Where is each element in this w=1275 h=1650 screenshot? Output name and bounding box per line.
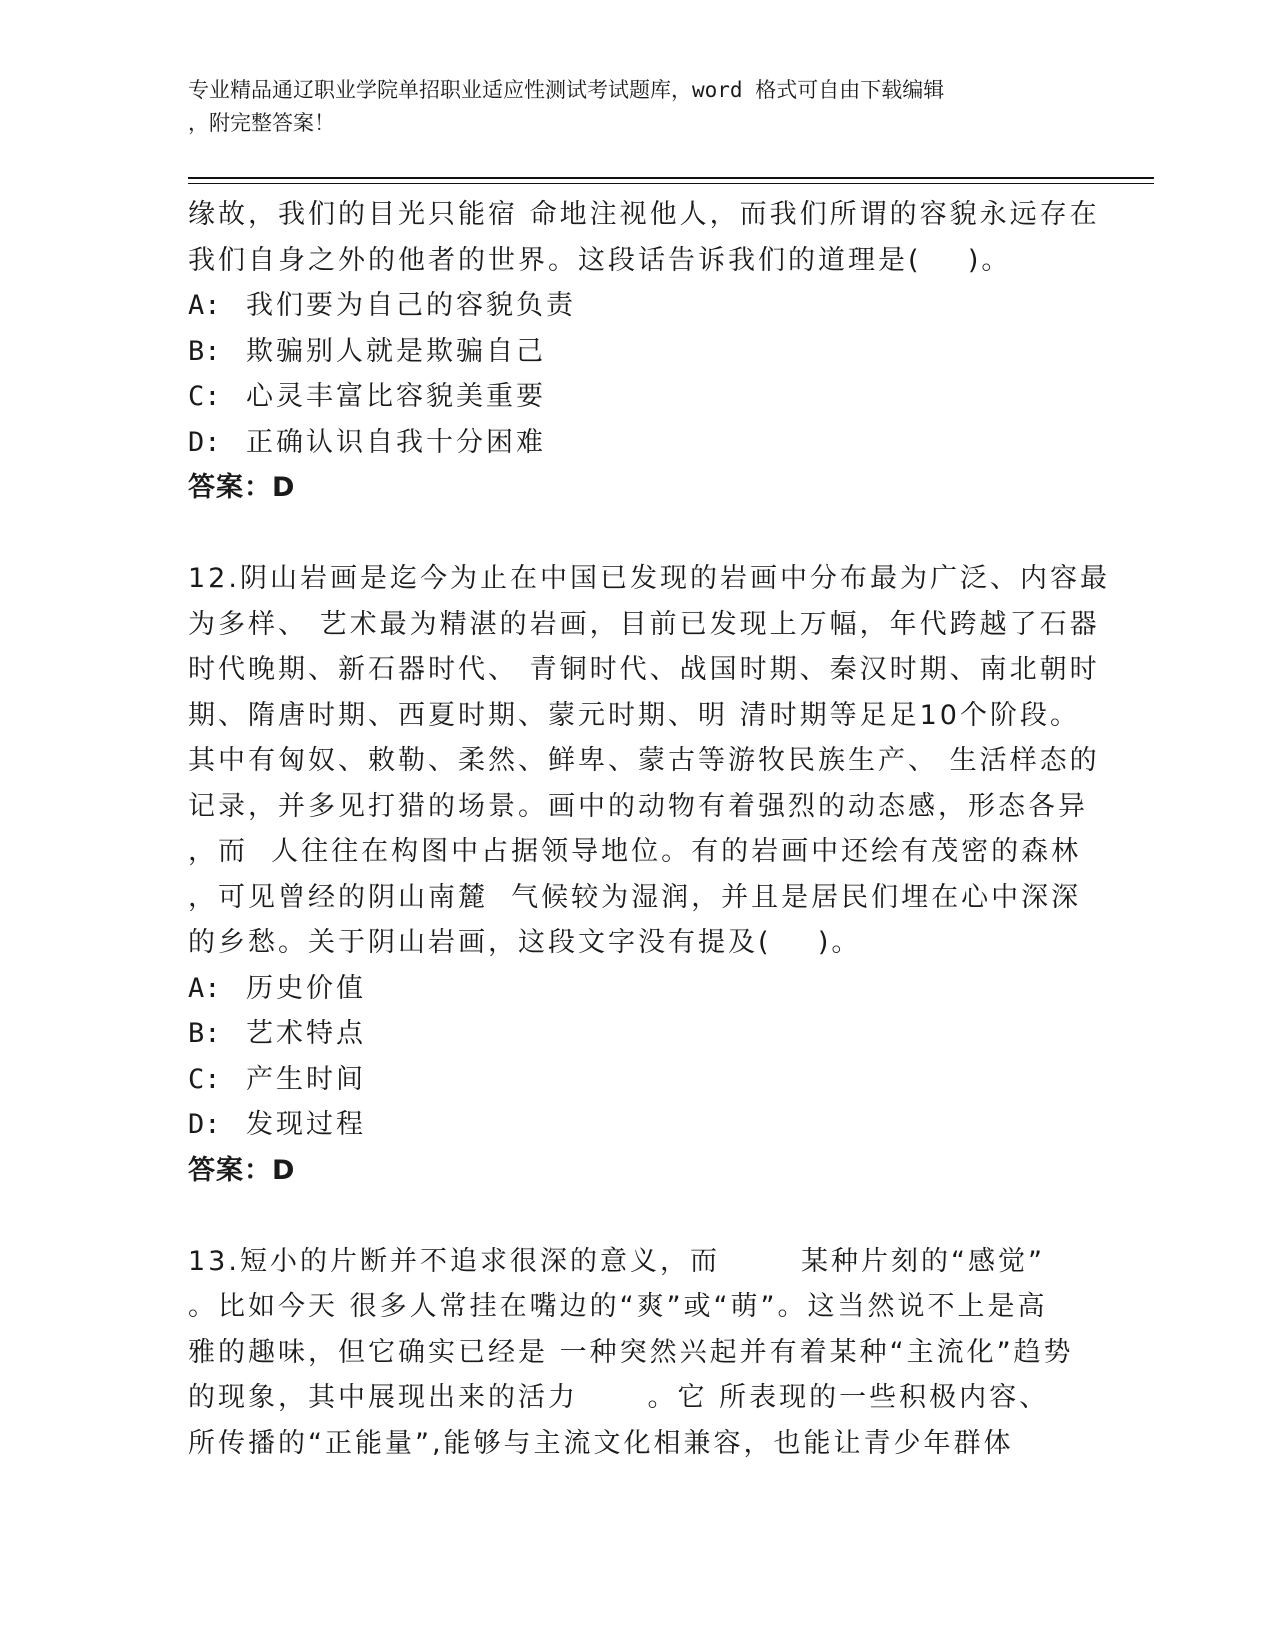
question-13 [188, 1239, 1088, 1467]
answer-line: 答案：D [188, 472, 296, 503]
question-text-line: ，可见曾经的阴山南麓 气候较为湿润，并且是居民们埋在心中深深 [188, 881, 1082, 913]
option-c [188, 374, 1088, 420]
question-text-line: 12.阴山岩画是迄今为止在中国已发现的岩画中分布最为广泛、内容最 [188, 563, 1110, 594]
option-c [188, 1057, 1088, 1103]
question-text-line: 所传播的“正能量”,能够与主流文化相兼容，也能让青少年群体 [188, 1427, 1014, 1459]
option-text: 产生时间 [246, 1063, 366, 1095]
option-d [188, 420, 1088, 466]
question-text-line: 我们自身之外的他者的世界。这段话告诉我们的道理是( )。 [188, 244, 1012, 276]
option-letter: A: [188, 290, 221, 321]
question-11 [188, 192, 1100, 511]
option-d [188, 1102, 1088, 1148]
question-text-line: 时代晚期、新石器时代、 青铜时代、战国时期、秦汉时期、南北朝时 [188, 654, 1100, 685]
option-a [188, 283, 1088, 329]
spacer [188, 1193, 1088, 1239]
question-text-line: ，而 人往往在构图中占据领导地位。有的岩画中还绘有茂密的森林 [188, 836, 1082, 867]
question-text-line: 其中有匈奴、敕勒、柔然、鲜卑、蒙古等游牧民族生产、 生活样态的 [188, 745, 1100, 776]
question-text-line: 期、隋唐时期、西夏时期、蒙元时期、明 清时期等足足10个阶段。 [188, 699, 1080, 731]
question-text-line: 的现象，其中展现出来的活力 。它 所表现的一些积极内容、 [188, 1382, 1050, 1413]
option-letter: A: [188, 972, 221, 1004]
header-line-1: 专业精品通辽职业学院单招职业适应性测试考试题库，word 格式可自由下载编辑 [188, 78, 945, 102]
spacer [188, 511, 1088, 557]
option-b [188, 329, 1088, 375]
question-text-line: 。比如今天 很多人常挂在嘴边的“爽”或“萌”。这当然说不上是高 [188, 1291, 1048, 1322]
option-text: 历史价值 [246, 972, 366, 1004]
option-letter: C: [188, 1063, 221, 1095]
header-rule-thick [188, 177, 1154, 179]
option-b [188, 1011, 1088, 1057]
option-letter: B: [188, 1018, 221, 1049]
question-text-line: 为多样、 艺术最为精湛的岩画，目前已发现上万幅，年代跨越了石器 [188, 608, 1100, 640]
question-text-line: 记录，并多见打猎的场景。画中的动物有着强烈的动态感，形态各异 [188, 790, 1088, 822]
header-rule-thin [188, 183, 1154, 184]
option-letter: D: [188, 1109, 221, 1140]
question-12 [188, 556, 1110, 1193]
question-text-line: 雅的趣味，但它确实已经是 一种突然兴起并有着某种“主流化”趋势 [188, 1336, 1074, 1368]
page-header [188, 74, 1068, 140]
option-letter: C: [188, 381, 221, 412]
option-text: 我们要为自己的容貌负责 [246, 290, 576, 321]
document-body [188, 192, 1110, 1466]
answer-line: 答案：D [188, 1154, 296, 1186]
option-letter: D: [188, 426, 221, 458]
option-letter: B: [188, 335, 221, 367]
option-text: 正确认识自我十分困难 [246, 426, 546, 458]
option-text: 发现过程 [246, 1109, 366, 1140]
question-text-line: 的乡愁。关于阴山岩画，这段文字没有提及( )。 [188, 927, 862, 958]
option-text: 欺骗别人就是欺骗自己 [246, 335, 546, 367]
question-text-line: 13.短小的片断并不追求很深的意义，而 某种片刻的“感觉” [188, 1245, 1045, 1277]
option-text: 艺术特点 [246, 1018, 366, 1049]
question-text-line: 缘故，我们的目光只能宿 命地注视他人，而我们所谓的容貌永远存在 [188, 199, 1100, 230]
header-line-2: ，附完整答案！ [188, 111, 335, 135]
option-a [188, 966, 1088, 1012]
option-text: 心灵丰富比容貌美重要 [246, 381, 546, 412]
